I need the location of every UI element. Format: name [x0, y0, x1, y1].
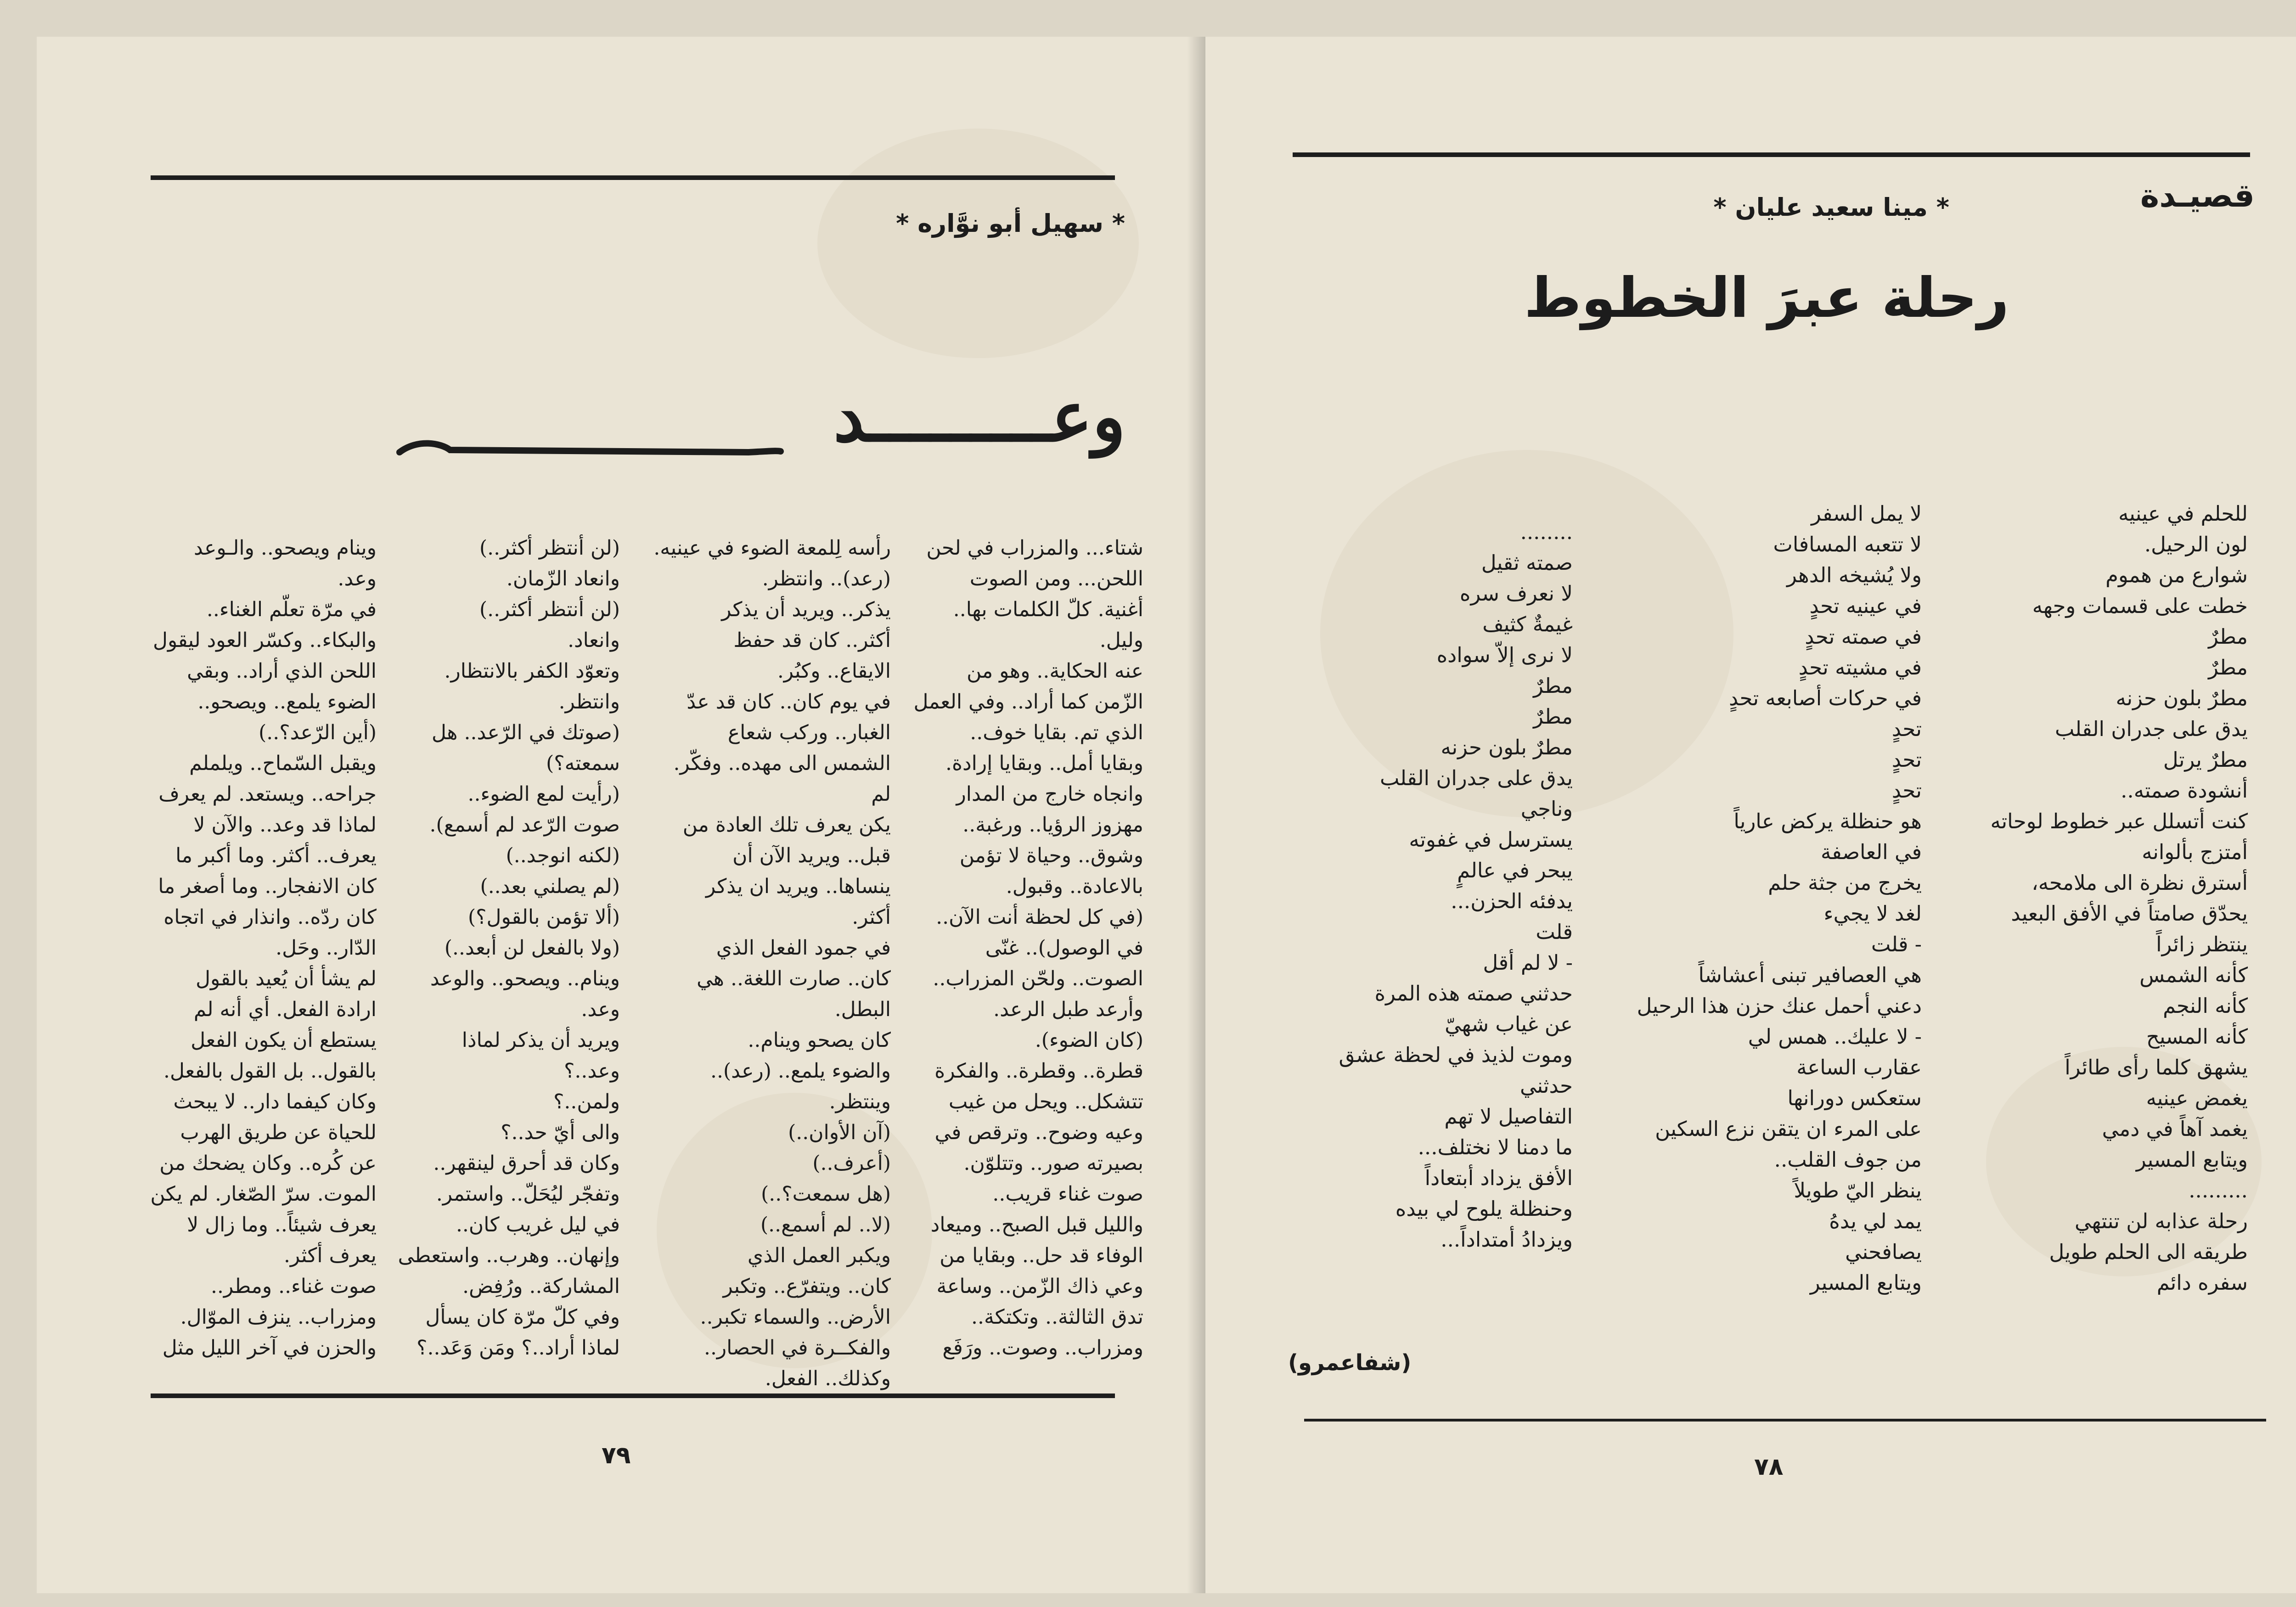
article-title: وعـــــــــد: [833, 376, 1126, 457]
page-number: ٧٨: [1754, 1453, 1784, 1481]
poem-column-3: ........ صمته ثقيل لا نعرف سره غيمةٌ كثيف لا نرى إلاّ سواده مطرٌ مطرٌ مطرٌ بلون حزنه يدق على جدران القلب وناجي يسترسل في غفوته يبحر في عالمٍ يدفئه الحزن... قلت - لا لم أقل حدثني صمته هذه المرة عن غياب شهيّ وموت لذيذ في لحظة عشق حدثني التفاصيل لا تهم ما دمنا لا نختلف... الأفق يزداد أبتعاداً وحنظلة يلوح لي بيده ويزدادُ أمتداداً...: [1339, 520, 1573, 1252]
article-column-4: وينام ويصحو.. والـوعد وعد. في مرّة تعلّم الغناء.. والبكاء.. وكسّر العود ليقول اللحن الذي أراد.. وبقي الضوء يلمع.. ويصحو.. (أين الرّعد؟..) ويقبل السّماح.. ويلملم جراحه.. ويستعد. لم يعرف لماذا قد وعد.. والآن لا يعرف.. أكثر. وما أكبر ما كان الانفجار.. وما أصغر ما كان ردّه.. وانذار في اتجاه الدّار.. وحَل. لم يشأ أن يُعيد بالقول ارادة الفعل. أي أنه لم يستطع أن يكون الفعل بالقول.. بل القول بالفعل. وكان كيفما دار.. لا يبحث للحياة عن طريق الهرب عن كُره.. وكان يضحك من الموت. سرّ الصّغار. لم يكن يعرف شيئاً.. وما زال لا يعرف أكثر. صوت غناء.. ومطر.. ومزراب.. ينزف الموّال. والحزن في آخر الليل مثل: [150, 536, 377, 1360]
article-column-1: شتاء... والمزراب في لحن اللحن... ومن الصوت أغنية. كلّ الكلمات بها.. وليل. عنه الحكاية.. وهو من الزّمن كما أراد.. وفي العمل الذي تم. بقايا خوف.. وبقايا أمل.. وبقايا إرادة. وانجاه خارج من المدار مهزوز الرؤيا.. ورغبة.. وشوق.. وحياة لا تؤمن بالاعادة.. وقبول. (في كل لحظة أنت الآن.. في الوصول).. غنّى الصوت.. ولحّن المزراب.. وأرعد طبل الرعد. (كان الضوء). قطرة.. وقطرة.. والفكرة تتشكل.. ويحل من غيب وعيه وضوح.. وترقص في بصيرته صور.. وتتلوّن. صوت غناء قريب.. والليل قبل الصبح.. وميعاد الوفاء قد حل.. وبقايا من وعي ذاك الزّمن.. وساعة تدق الثالثة.. وتكتكة.. ومزراب.. وصوت.. ورَفَع: [913, 536, 1143, 1360]
page-78: [1205, 37, 2296, 1593]
page-79: [37, 37, 1206, 1593]
article-column-3: (لن أنتظر أكثر..) وانعاد الزّمان. (لن أنتظر أكثر..) وانعاد. وتعوّد الكفر بالانتظار. وانتظر. (صوتك في الرّعد.. هل سمعته؟) (رأيت لمع الضوء.. صوت الرّعد لم أسمع). (لكنه انوجد..) (لم يصلني بعد..) (ألا تؤمن بالقول؟) (ولا بالفعل لن أبعد..) وينام.. ويصحو.. والوعد وعد. ويريد أن يذكر لماذا وعد..؟ ولمن..؟ والى أيّ حد..؟ وكان قد أحرق لينقهر.. وتفجّر ليُحَلّ.. واستمر. في ليل غريب كان.. وإنهان.. وهرب.. واستعطى المشاركة.. ورُفِض. وفي كلّ مرّة كان يسأل لماذا أراد..؟ ومَن وَعَد..؟: [398, 536, 620, 1360]
header-rule: [151, 175, 1115, 180]
page-number: ٧٩: [602, 1442, 631, 1469]
poem-signature-place: (شفاعمرو): [1288, 1350, 1412, 1376]
article-column-2: رأسه لِلمعة الضوء في عينيه. (رعد).. وانتظر. يذكر.. ويريد أن يذكر أكثر.. كان قد حفظ الايقاع.. وكبُر. في يوم كان.. كان قد عدّ الغبار.. وركب شعاع الشمس الى مهده.. وفكّر. لم يكن يعرف تلك العادة من قبل.. ويريد الآن أن ينساها.. ويريد ان يذكر أكثر. في جمود الفعل الذي كان.. صارت اللغة.. هي البطل. كان يصحو وينام.. والضوء يلمع.. (رعد).. وينتظر. (آن الأوان..) (أعرف..) (هل سمعت؟..) (لا.. لم أسمع..) ويكبر العمل الذي كان.. ويتفرّع.. وتكبر الأرض.. والسماء تكبر.. والفكــرة في الحصار.. وكذلك.. الفعل.: [653, 536, 891, 1390]
author-name: * سهيل أبو نوَّاره *: [896, 209, 1125, 238]
poem-column-2: لا يمل السفر لا تتعبه المسافات ولا يُشيخه الدهر في عينيه تحدٍ في صمته تحدٍ في مشيته تحدٍ في حركات أصابعه تحدٍ تحدٍ تحدٍ تحدٍ هو حنظلة يركض عارياً في العاصفة يخرج من جثة حلم لغد لا يجيء - قلت هي العصافير تبنى أعشاشاً دعني أحمل عنك حزن هذا الرحيل - لا عليك.. همس لي عقارب الساعة ستعكس دورانها على المرء ان يتقن نزع السكين من جوف القلب.. ينظر اليّ طويلاً يمد لي يدهُ يصافحني ويتابع المسير: [1637, 501, 1922, 1295]
header-rule: [1293, 152, 2250, 157]
kashida-stroke: [400, 444, 781, 452]
section-rubric: قصيـدة: [2140, 177, 2255, 214]
author-name: * مينا سعيد عليان *: [1713, 193, 1949, 222]
footer-rule: [151, 1393, 1115, 1398]
poem-column-1: للحلم في عينيه لون الرحيل. شوارع من هموم خطت على قسمات وجهه مطرٌ مطرٌ مطرٌ بلون حزنه يدق على جدران القلب مطرٌ يرتل أنشودة صمته.. كنت أتسلل عبر خطوط لوحاته أمتزج بألوانه أسترق نظرة الى ملامحه، يحدّق صامتاً في الأفق البعيد ينتظر زائراً كأنه الشمس كأنه النجم كأنه المسيح يشهق كلما رأى طائراً يغمض عينيه يغمد آهاً في دمي ويتابع المسير ......... رحلة عذابه لن تنتهي طريقه الى الحلم طويل سفره دائم: [1990, 501, 2248, 1295]
article-title-calligraphy: [400, 370, 1126, 475]
footer-rule: [1304, 1419, 2266, 1422]
paper-stain: [817, 129, 1139, 358]
poem-title: رحلة عبرَ الخطوط: [1524, 266, 2009, 330]
